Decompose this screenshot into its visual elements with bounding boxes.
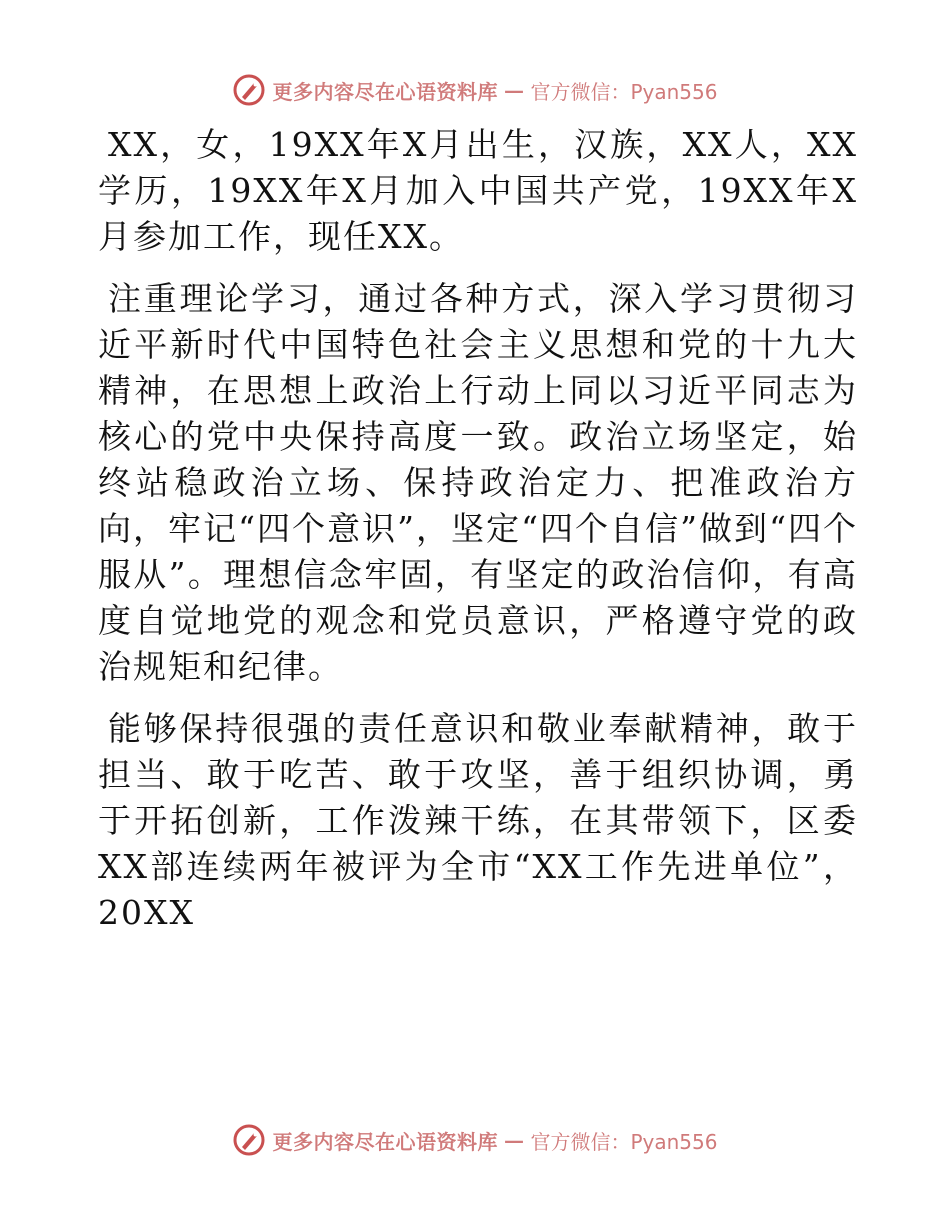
paragraph-work: 能够保持很强的责任意识和敬业奉献精神，敢于担当、敢于吃苦、敢于攻坚，善于组织协调，勇于开拓创新，工作泼辣干练，在其带领下，区委XX部连续两年被评为全市“XX工作先进单位”，20XX <box>98 709 858 932</box>
watermark-header <box>0 70 950 110</box>
watermark-site-text: 更多内容尽在心语资料库 <box>272 1129 498 1154</box>
paragraph-political: 注重理论学习，通过各种方式，深入学习贯彻习近平新时代中国特色社会主义思想和党的十九大精神，在思想上政治上行动上同以习近平同志为核心的党中央保持高度一致。政治立场坚定，始终站稳政治立场、保持政治定力、把准政治方向，牢记“四个意识”，坚定“四个自信”做到“四个服从”。理想信念牢固，有坚定的政治信仰，有高度自觉地党的观念和党员意识，严格遵守党的政治规矩和纪律。 <box>98 279 858 686</box>
pen-nib-circle-icon <box>232 1123 266 1157</box>
watermark-separator: — <box>503 78 525 102</box>
pen-nib-circle-icon <box>232 73 266 107</box>
watermark-site-text: 更多内容尽在心语资料库 <box>272 79 498 104</box>
watermark-contact-text: 官方微信：Pyan556 <box>530 1129 718 1154</box>
watermark-separator: — <box>503 1128 525 1152</box>
document-body <box>98 122 858 952</box>
watermark-footer <box>0 1120 950 1160</box>
paragraph-bio: XX，女，19XX年X月出生，汉族，XX人，XX学历，19XX年X月加入中国共产党，19XX年X月参加工作，现任XX。 <box>98 125 858 256</box>
watermark-contact-text: 官方微信：Pyan556 <box>530 79 718 104</box>
